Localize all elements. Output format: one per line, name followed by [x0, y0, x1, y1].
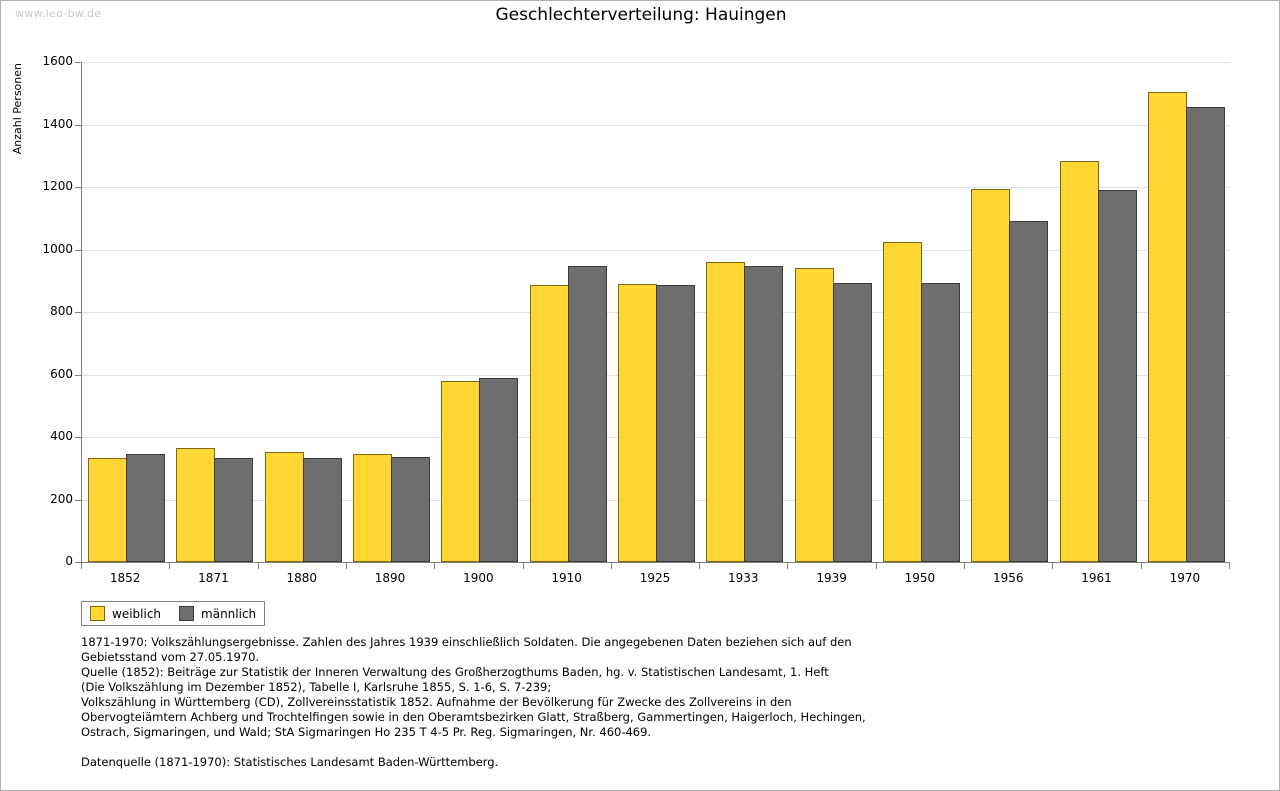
watermark: www.leo-bw.de	[15, 7, 102, 20]
bar-maennlich	[1098, 190, 1137, 562]
note-line-1: 1871-1970: Volkszählungsergebnisse. Zahlen des Jahres 1939 einschließlich Soldaten. Die angegebenen Daten beziehen sich auf den	[81, 635, 852, 649]
x-tick-mark	[876, 563, 877, 569]
y-tick-label: 200	[50, 491, 73, 506]
bar-group	[1148, 62, 1224, 562]
bar-group	[883, 62, 959, 562]
bar-group	[1060, 62, 1136, 562]
bar-maennlich	[744, 266, 783, 562]
bar-maennlich	[479, 378, 518, 562]
y-tick-mark	[75, 250, 81, 251]
y-tick-label: 1200	[42, 179, 73, 193]
bar-weiblich	[1060, 161, 1099, 562]
y-tick-label: 0	[65, 554, 73, 568]
note-line-4: (Die Volkszählung im Dezember 1852), Tabelle I, Karlsruhe 1855, S. 1-6, S. 7-239;	[81, 680, 552, 694]
bar-weiblich	[618, 284, 657, 562]
legend-label-maennlich: männlich	[201, 606, 257, 621]
x-tick-mark	[1141, 563, 1142, 569]
bar-weiblich	[353, 454, 392, 562]
x-tick-label: 1933	[728, 571, 759, 585]
bar-group	[441, 62, 517, 562]
bar-group	[353, 62, 429, 562]
note-line-5: Volkszählung in Württemberg (CD), Zollvereinsstatistik 1852. Aufnahme der Bevölkerung für Zwecke des Zollvereins in den	[81, 695, 792, 709]
y-tick-label: 600	[50, 366, 73, 381]
legend-swatch-weiblich	[90, 606, 105, 621]
bar-group	[706, 62, 782, 562]
plot-area	[81, 62, 1230, 563]
y-tick-mark	[75, 500, 81, 501]
bar-group	[618, 62, 694, 562]
x-tick-mark	[81, 563, 82, 569]
bar-group	[176, 62, 252, 562]
bar-group	[971, 62, 1047, 562]
y-tick-mark	[75, 187, 81, 188]
bar-weiblich	[971, 189, 1010, 562]
note-line-7: Ostrach, Sigmaringen, und Wald; StA Sigmaringen Ho 235 T 4-5 Pr. Reg. Sigmaringen, Nr. 460-469.	[81, 725, 652, 739]
x-axis	[81, 563, 1231, 593]
bar-maennlich	[568, 266, 607, 562]
bar-weiblich	[530, 285, 569, 562]
x-tick-label: 1961	[1081, 571, 1112, 585]
x-tick-mark	[699, 563, 700, 569]
y-tick-mark	[75, 562, 81, 563]
bar-weiblich	[883, 242, 922, 562]
note-line-8: Datenquelle (1871-1970): Statistisches Landesamt Baden-Württemberg.	[81, 755, 499, 769]
chart-notes	[81, 635, 1211, 770]
x-tick-mark	[964, 563, 965, 569]
bar-maennlich	[1009, 221, 1048, 562]
bar-maennlich	[391, 457, 430, 562]
y-tick-mark	[75, 437, 81, 438]
bar-weiblich	[88, 458, 127, 562]
y-tick-mark	[75, 375, 81, 376]
y-tick-label: 800	[50, 304, 73, 318]
x-tick-label: 1852	[109, 571, 141, 585]
y-tick-mark	[75, 125, 81, 126]
bar-maennlich	[1186, 107, 1225, 562]
x-tick-label: 1956	[992, 571, 1024, 585]
x-tick-mark	[787, 563, 788, 569]
x-tick-mark	[1229, 563, 1230, 569]
y-tick-label: 400	[50, 429, 73, 443]
bar-weiblich	[441, 381, 480, 562]
bar-maennlich	[656, 285, 695, 562]
x-tick-mark	[434, 563, 435, 569]
note-line-2: Gebietsstand vom 27.05.1970.	[81, 650, 260, 664]
x-tick-mark	[523, 563, 524, 569]
x-tick-label: 1939	[816, 571, 847, 585]
x-tick-mark	[346, 563, 347, 569]
chart-legend	[81, 601, 265, 626]
note-line-3: Quelle (1852): Beiträge zur Statistik der Inneren Verwaltung des Großherzogthums Baden, hg. v. Statistischen Landesamt, 1. Heft	[81, 665, 829, 679]
note-line-6: Obervogteiämtern Achberg und Trochtelfingen sowie in den Oberamtsbezirken Glatt, Straßberg, Gammertingen, Haigerloch, Hechingen,	[81, 710, 866, 724]
legend-item-weiblich	[90, 606, 161, 621]
x-tick-label: 1871	[198, 571, 229, 585]
x-tick-label: 1925	[639, 571, 671, 585]
y-axis-label	[11, 63, 25, 263]
x-tick-label: 1950	[904, 571, 936, 585]
bar-maennlich	[303, 458, 342, 562]
bar-maennlich	[214, 458, 253, 562]
x-tick-label: 1890	[374, 571, 406, 585]
bar-weiblich	[1148, 92, 1187, 562]
y-tick-label: 1400	[42, 116, 73, 131]
bar-group	[265, 62, 341, 562]
bar-weiblich	[706, 262, 745, 562]
x-tick-mark	[169, 563, 170, 569]
y-axis-label-text: Anzahl Personen	[11, 63, 24, 155]
bar-maennlich	[833, 283, 872, 562]
bar-weiblich	[265, 452, 304, 562]
y-tick-mark	[75, 312, 81, 313]
legend-label-weiblich: weiblich	[112, 606, 162, 621]
x-tick-label: 1910	[551, 571, 582, 585]
x-tick-mark	[1052, 563, 1053, 569]
legend-item-maennlich	[179, 606, 256, 621]
bar-maennlich	[126, 454, 165, 562]
bar-group	[530, 62, 606, 562]
bar-maennlich	[921, 283, 960, 562]
x-tick-label: 1900	[463, 571, 494, 585]
bar-weiblich	[176, 448, 215, 562]
x-tick-mark	[611, 563, 612, 569]
x-tick-label: 1970	[1169, 571, 1201, 585]
bar-group	[795, 62, 871, 562]
y-tick-mark	[75, 62, 81, 63]
x-tick-label: 1880	[286, 571, 318, 585]
bar-weiblich	[795, 268, 834, 562]
legend-swatch-maennlich	[179, 606, 194, 621]
y-tick-label: 1600	[42, 54, 73, 68]
bar-group	[88, 62, 164, 562]
y-tick-label: 1000	[42, 241, 73, 256]
chart-title: Geschlechterverteilung: Hauingen	[495, 5, 787, 25]
x-tick-mark	[258, 563, 259, 569]
